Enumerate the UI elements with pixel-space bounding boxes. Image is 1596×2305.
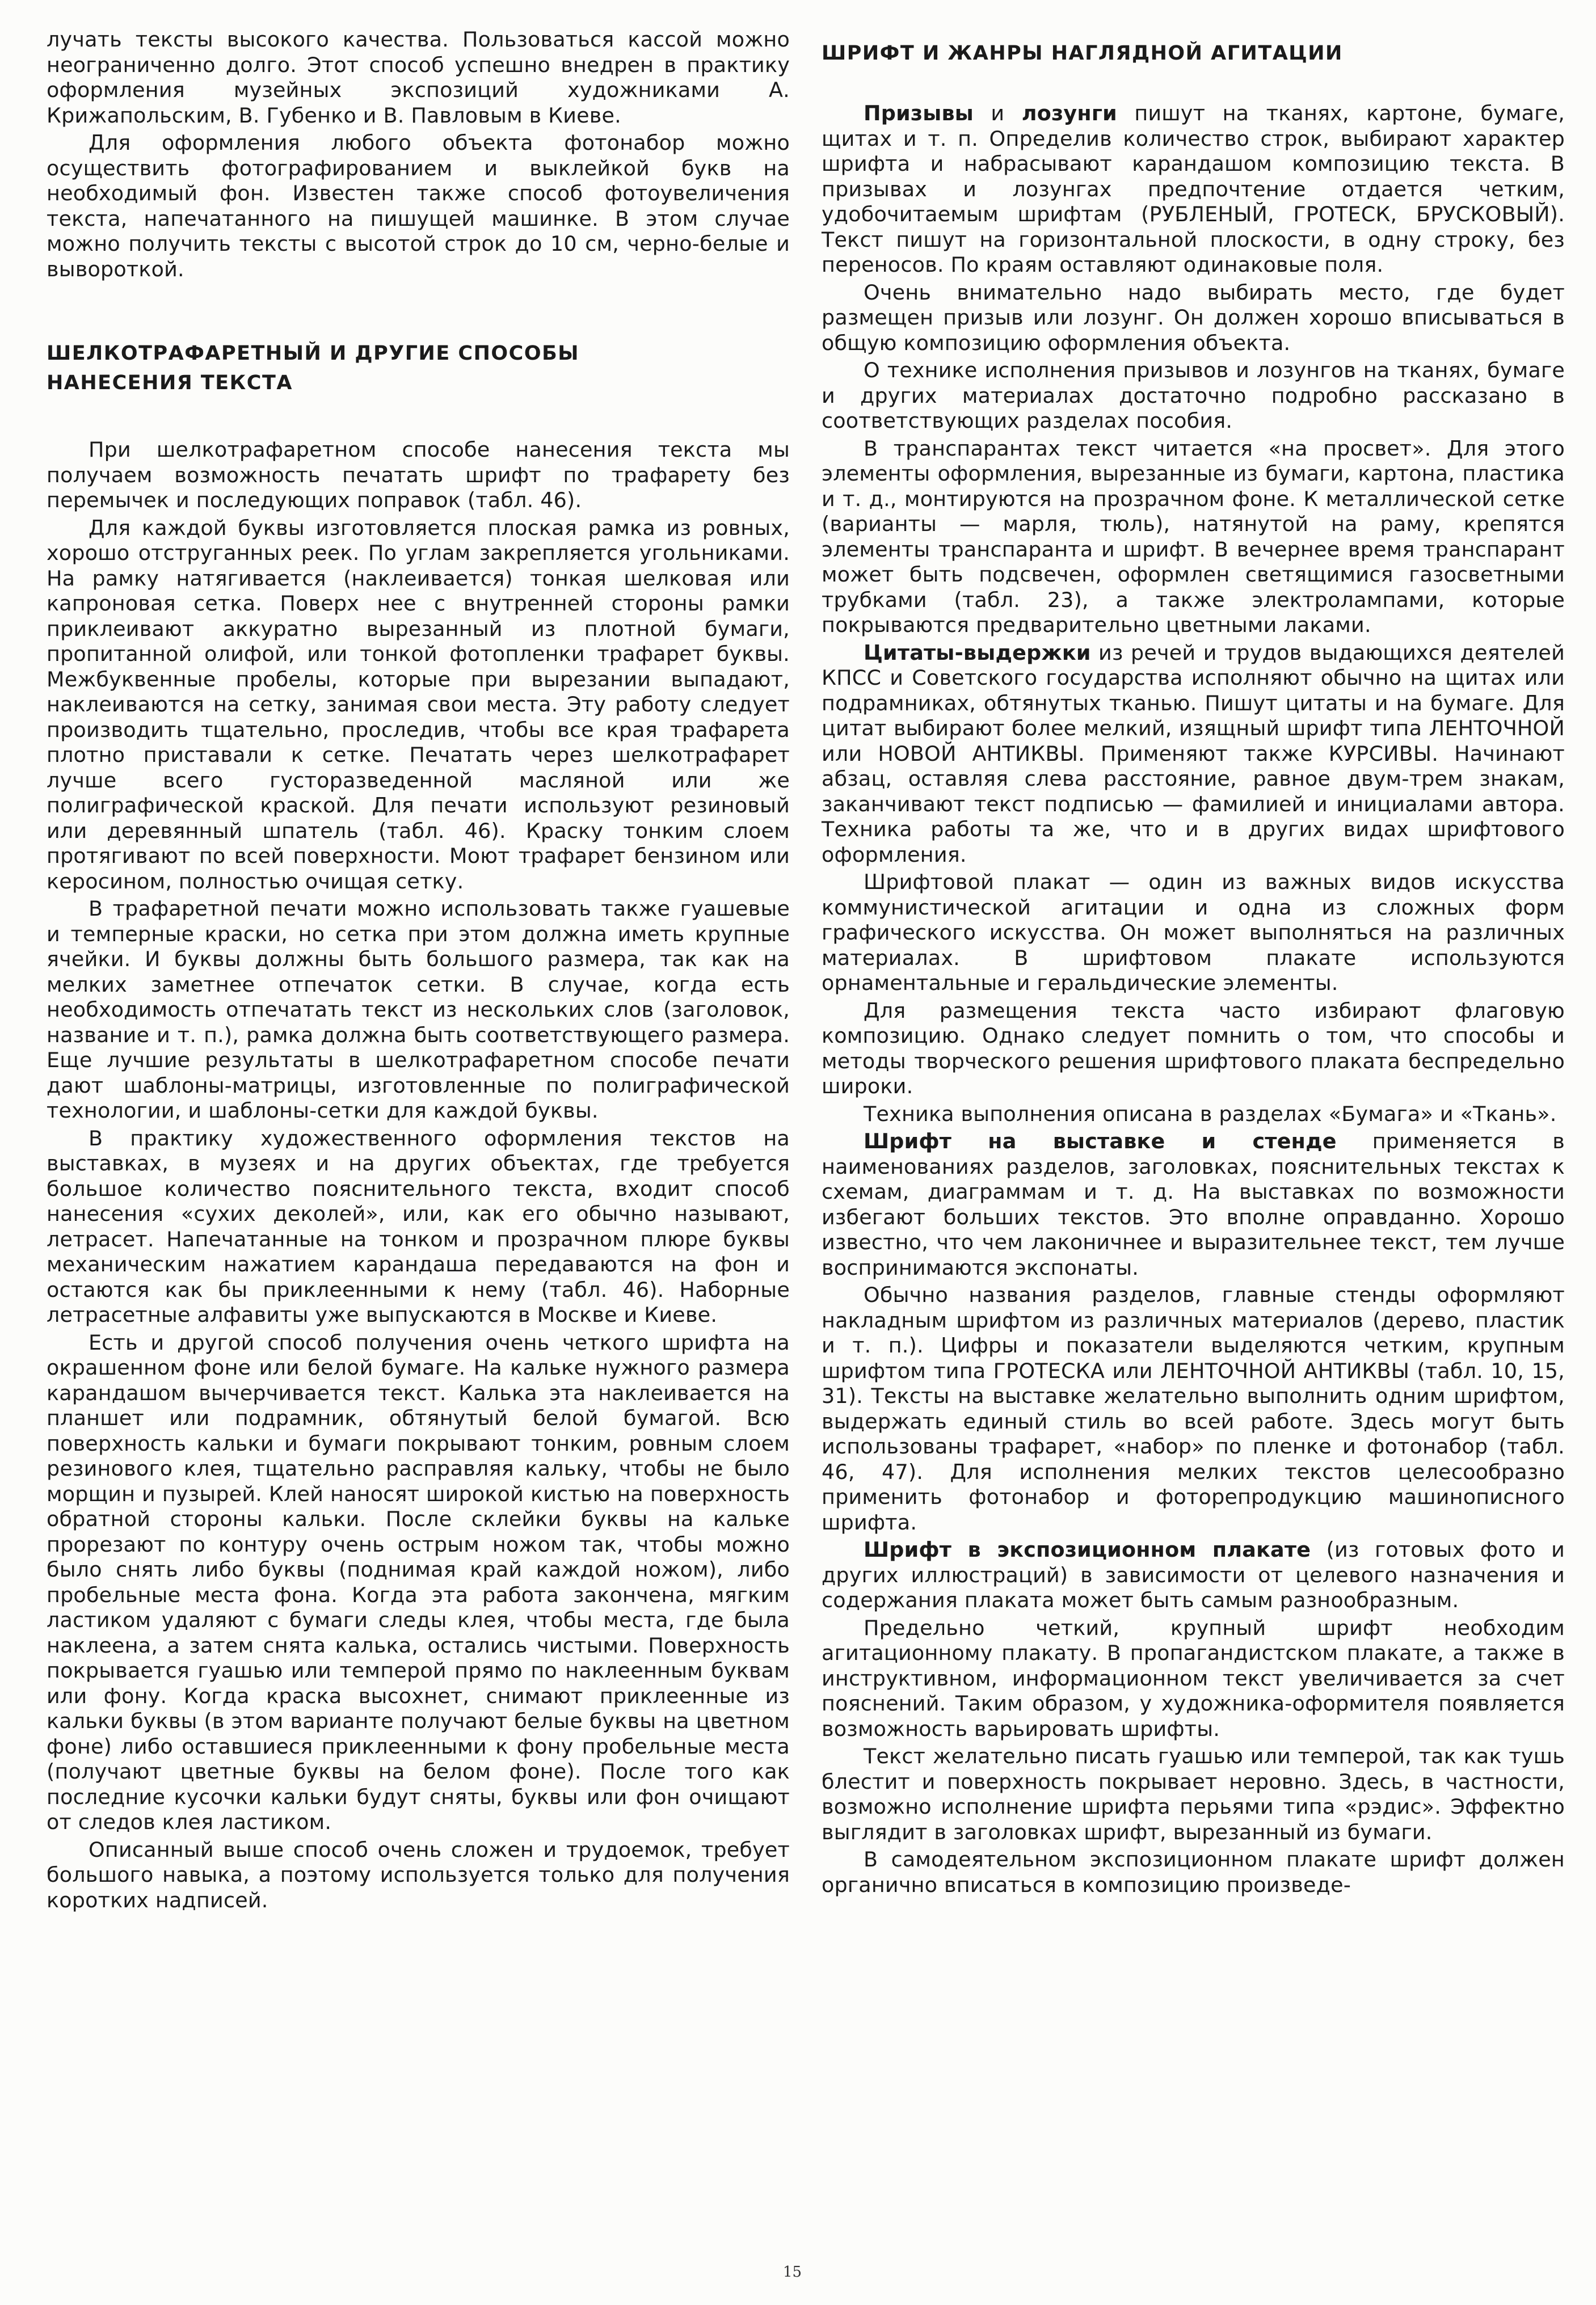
paragraph-photo-typesetting: Для оформления любого объекта фотонабор можно осуществить фотографированием и выклейкой букв на необходимый фон. Известен также способ фотоувеличения текста, напечатанного на пишущей машинке. В этом случае можно получить тексты с высотой строк до 10 см, черно-белые и вывороткой. bbox=[47, 130, 790, 281]
lead-term-calls: Призывы bbox=[864, 101, 974, 125]
paragraph-method-complexity: Описанный выше способ очень сложен и трудоемок, требует большого навыка, а поэтому используется только для получения коротких надписей. bbox=[47, 1837, 790, 1912]
paragraph-gouache-tempera: Текст желательно писать гуашью или темперой, так как тушь блестит и поверхность покрывает неровно. Здесь, в частности, возможно исполнение шрифта перьями типа «рэдис». Эффектно выглядит в заголовках шрифт, вырезанный из бумаги. bbox=[822, 1744, 1565, 1844]
lead-term-slogans: лозунги bbox=[1021, 101, 1117, 125]
paragraph-transparencies: В транспарантах текст читается «на просвет». Для этого элементы оформления, вырезанные из бумаги, картона, пластика и т. д., монтируются на прозрачном фоне. К металлической сетке (варианты — марля, тюль), натянутой на раму, крепятся элементы транспаранта и шрифт. В вечернее время транспарант может быть подсвечен, оформлен светящимися газосветными трубками (табл. 23), а также электролампами, которые покрываются предварительно цветными лаками. bbox=[822, 436, 1565, 637]
page-number: 15 bbox=[783, 2264, 802, 2281]
paragraph-slogans-text: пишут на тканях, картоне, бумаге, щитах и т. п. Определив количество строк, выбирают характер шрифта и набрасывают карандашом композицию текста. В призывах и лозунгах предпочтение отдается четким, удобочитаемым шрифтам (РУБЛЕНЫЙ, ГРОТЕСК, БРУСКОВЫЙ). Текст пишут на горизонтальной плоскости, в одну строку, без переносов. По краям оставляют одинаковые поля. bbox=[822, 101, 1565, 277]
paragraph-slogan-technique: О технике исполнения призывов и лозунгов на тканях, бумаге и других материалах достаточно подробно рассказано в соответствующих разделах пособия. bbox=[822, 358, 1565, 433]
paragraph-slogan-placement: Очень внимательно надо выбирать место, где будет размещен призыв или лозунг. Он должен хорошо вписываться в общую композицию оформления объекта. bbox=[822, 280, 1565, 355]
paragraph-type-poster: Шрифтовой плакат — один из важных видов искусства коммунистической агитации и одна из сложных форм графического искусства. Он может выполняться на различных материалах. В шрифтовом плакате используются орнаментальные и геральдические элементы. bbox=[822, 870, 1565, 995]
paragraph-exposition-poster-text: (из готовых фото и других иллюстраций) в зависимости от целевого назначения и содержания плаката может быть самым разнообразным. bbox=[822, 1537, 1565, 1612]
paragraph-amateur-poster: В самодеятельном экспозиционном плакате шрифт должен органично вписаться в композицию произведе- bbox=[822, 1847, 1565, 1897]
left-column bbox=[47, 27, 790, 1913]
paragraph-frame-making: Для каждой буквы изготовляется плоская рамка из ровных, хорошо отструганных реек. По углам закрепляется угольниками. На рамку натягивается (наклеивается) тонкая шелковая или капроновая сетка. Поверх нее с внутренней стороны рамки приклеивают аккуратно вырезанный из плотной бумаги, пропитанной олифой, или тонкой фотопленки трафарет буквы. Межбуквенные пробелы, которые при вырезании выпадают, наклеиваются на сетку, занимая свои места. Эту работу следует производить тщательно, проследив, чтобы все края трафарета плотно приставали к сетке. Печатать через шелкотрафарет лучше всего густоразведенной масляной или же полиграфической краской. Для печати используют резиновый или деревянный шпатель (табл. 46). Краску тонким слоем протягивают по всей поверхности. Моют трафарет бензином или керосином, полностью очищая сетку. bbox=[47, 515, 790, 894]
section-heading-silkscreen-line2: НАНЕСЕНИЯ ТЕКСТА bbox=[47, 372, 293, 394]
paragraph-exhibition-type bbox=[822, 1129, 1565, 1280]
lead-term-quotations: Цитаты-выдержки bbox=[864, 640, 1091, 665]
paragraph-agitation-poster: Предельно четкий, крупный шрифт необходим агитационному плакату. В пропагандистском плакате, а также в инструктивном, информационном текст увеличивается за счет пояснений. Таким образом, у художника-оформителя появляется возможность варьировать шрифты. bbox=[822, 1615, 1565, 1741]
paragraph-quotations-text: из речей и трудов выдающихся деятелей КПСС и Советского государства исполняют обычно на щитах или подрамниках, обтянутых тканью. Пишут цитаты и на бумаге. Для цитат выбирают более мелкий, изящный шрифт типа ЛЕНТОЧНОЙ или НОВОЙ АНТИКВЫ. Применяют также КУРСИВЫ. Начинают абзац, оставляя слева расстояние, равное двум-трем знакам, заканчивают текст подписью — фамилией и инициалами автора. Техника работы та же, что и в других видах шрифтового оформления. bbox=[822, 640, 1565, 867]
lead-term-exhibition: Шрифт на выставке и стенде bbox=[864, 1129, 1337, 1153]
paragraph-exposition-poster bbox=[822, 1537, 1565, 1613]
connector-text: и bbox=[973, 101, 1022, 125]
right-column bbox=[822, 27, 1565, 1898]
section-heading-silkscreen-line1: ШЕЛКОТРАФАРЕТНЫЙ И ДРУГИЕ СПОСОБЫ bbox=[47, 342, 580, 365]
paragraph-quotations bbox=[822, 640, 1565, 868]
paragraph-letraset: В практику художественного оформления текстов на выставках, в музеях и на других объектах, где требуется большое количество пояснительного текста, входит способ нанесения «сухих деколей», или, как его обычно называют, летрасет. Напечатанные на тонком и прозрачном плюре буквы механическим нажатием карандаша передаваются на фон и остаются как бы приклеенными к нему (табл. 46). Наборные летрасетные алфавиты уже выпускаются в Москве и Киеве. bbox=[47, 1126, 790, 1327]
paragraph-technique-reference: Техника выполнения описана в разделах «Бумага» и «Ткань». bbox=[864, 1101, 1557, 1126]
section-heading-silkscreen bbox=[47, 339, 790, 398]
section-heading-agitation-genres: ШРИФТ И ЖАНРЫ НАГЛЯДНОЙ АГИТАЦИИ bbox=[822, 42, 1343, 65]
paragraph-cassette-continuation: лучать тексты высокого качества. Пользоваться кассой можно неограниченно долго. Этот способ успешно внедрен в практику оформления музейных экспозиций художниками А. Крижапольским, В. Губенко и В. Павловым в Киеве. bbox=[47, 27, 790, 128]
paragraph-silkscreen-intro: При шелкотрафаретном способе нанесения текста мы получаем возможность печатать шрифт по трафарету без перемычек и последующих поправок (табл. 46). bbox=[47, 437, 790, 512]
paragraph-gouache-paints: В трафаретной печати можно использовать также гуашевые и темперные краски, но сетка при этом должна иметь крупные ячейки. И буквы должны быть большого размера, так как на мелких заметнее отпечаток сетки. В случае, когда есть необходимость отпечатать текст из нескольких слов (заголовок, название и т. п.), рамка должна быть соответствующего размера. Еще лучшие результаты в шелкотрафаретном способе печати дают шаблоны-матрицы, изготовленные по полиграфической технологии, и шаблоны-сетки для каждой буквы. bbox=[47, 896, 790, 1123]
paragraph-section-titles: Обычно названия разделов, главные стенды оформляют накладным шрифтом из различных материалов (дерево, пластик и т. п.). Цифры и показатели выделяются четким, крупным шрифтом типа ГРОТЕСКА или ЛЕНТОЧНОЙ АНТИКВЫ (табл. 10, 15, 31). Тексты на выставке желательно выполнить одним шрифтом, выдержать единый стиль во всей работе. Здесь могут быть использованы трафарет, «набор» по пленке и фотонабор (табл. 46, 47). Для исполнения мелких текстов целесообразно применить фотонабор и фоторепродукцию машинописного шрифта. bbox=[822, 1283, 1565, 1535]
paragraph-exhibition-type-text: применяется в наименованиях разделов, заголовках, пояснительных текстах к схемам, диаграммам и т. д. На выставках по возможности избегают больших текстов. Это вполне оправданно. Хорошо известно, что чем лаконичнее и выразительнее текст, тем лучше воспринимаются экспонаты. bbox=[822, 1129, 1565, 1280]
paragraph-slogans bbox=[822, 101, 1565, 278]
lead-term-exposition-poster: Шрифт в экспозиционном плакате bbox=[864, 1537, 1311, 1562]
paragraph-tracing-paper-method: Есть и другой способ получения очень четкого шрифта на окрашенном фоне или белой бумаге. На кальке нужного размера карандашом вычерчивается текст. Калька эта наклеивается на планшет или подрамник, обтянутый белой бумагой. Всю поверхность кальки и бумаги покрывают тонким, ровным слоем резинового клея, тщательно расправляя кальку, чтобы не было морщин и пузырей. Клей наносят широкой кистью на поверхность обратной стороны кальки. После склейки буквы на кальке прорезают по контуру очень острым ножом так, чтобы можно было снять либо буквы (поднимая край каждой ножом), либо пробельные места фона. Когда эта работа закончена, мягким ластиком удаляют с бумаги следы клея, чтобы места, где была наклеена, а затем снята калька, остались чистыми. Поверхность покрывается гуашью или темперой прямо по наклеенным буквам или фону. Когда краска высохнет, снимают приклеенные из кальки буквы (в этом варианте получают белые буквы на цветном фоне) либо оставшиеся приклеенными к фону пробельные места (получают цветные буквы на белом фоне). После того как последние кусочки кальки будут сняты, буквы или фон очищают от следов клея ластиком. bbox=[47, 1330, 790, 1834]
paragraph-flag-composition: Для размещения текста часто избирают флаговую композицию. Однако следует помнить о том, что способы и методы творческого решения шрифтового плаката беспредельно широки. bbox=[822, 998, 1565, 1098]
